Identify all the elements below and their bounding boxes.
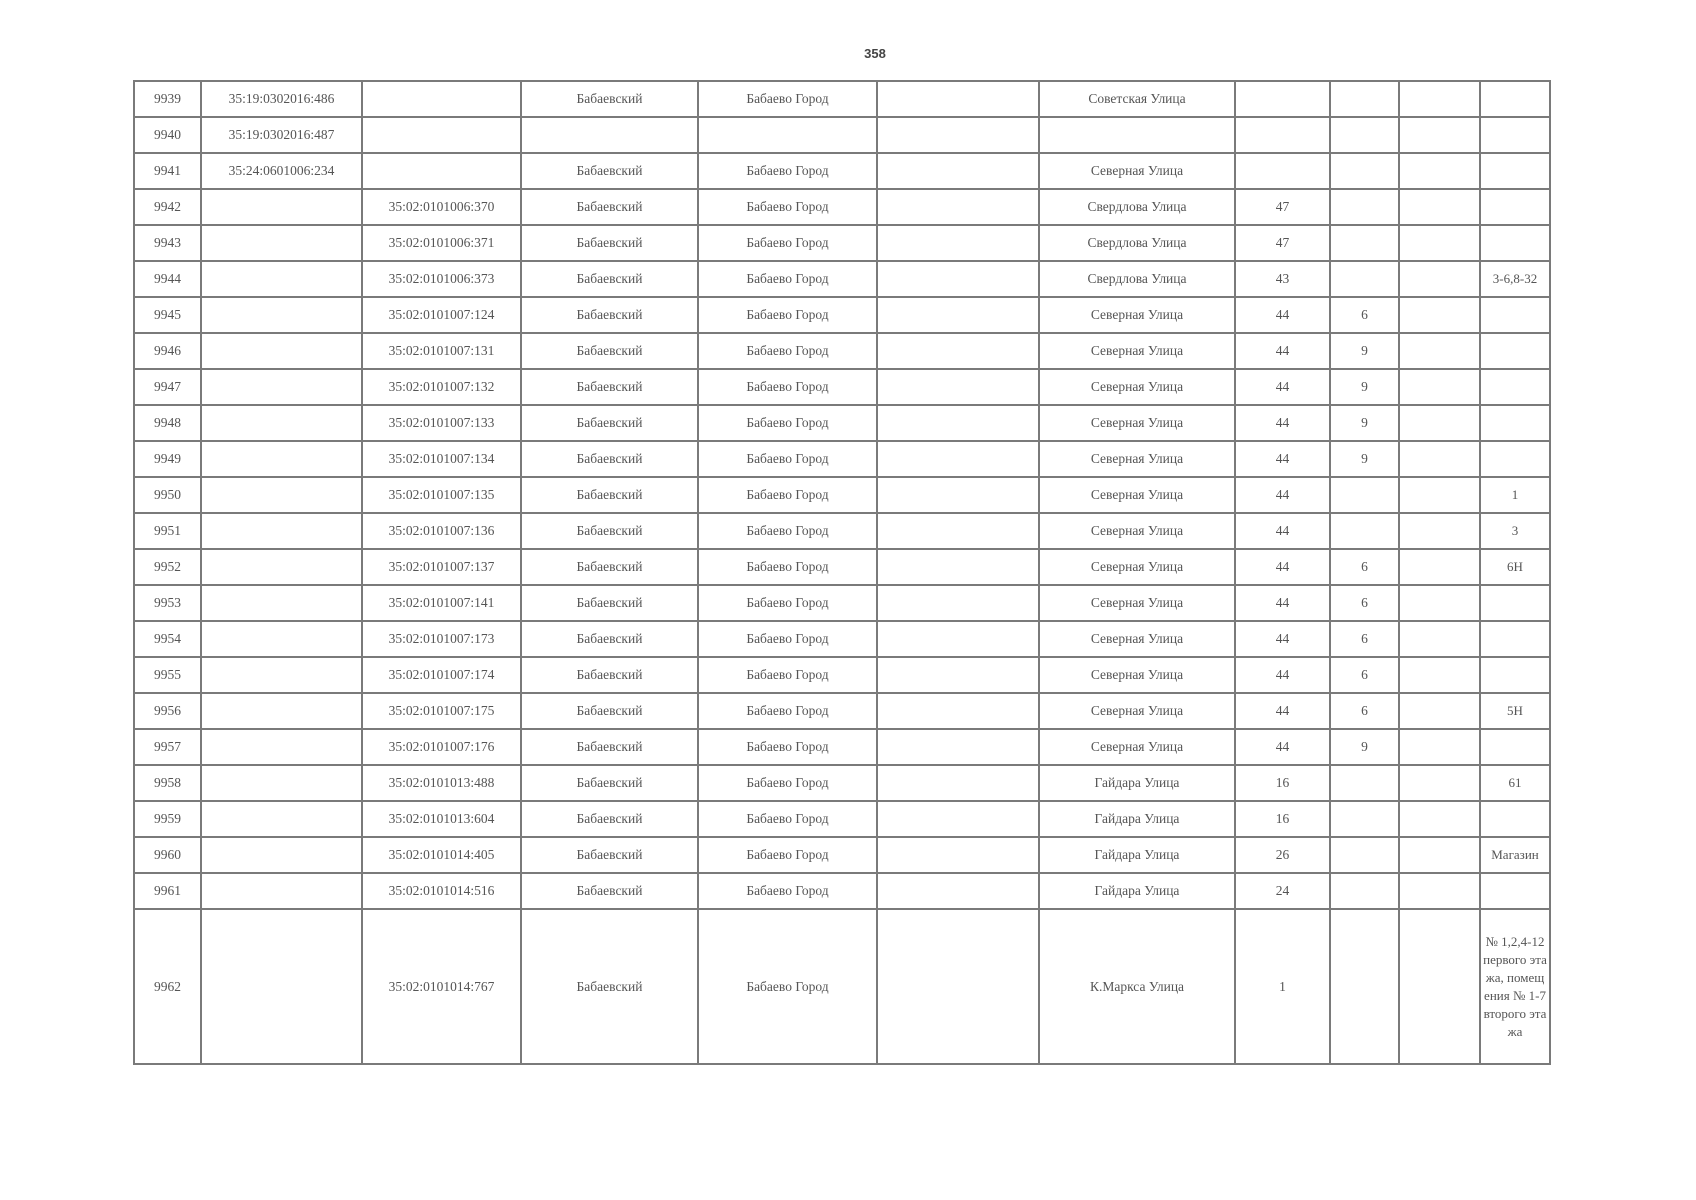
structure-number-cell — [1399, 513, 1480, 549]
row-number-cell: 9941 — [134, 153, 201, 189]
structure-number-cell — [1399, 729, 1480, 765]
street-cell: К.Маркса Улица — [1039, 909, 1235, 1064]
locality-cell — [877, 873, 1039, 909]
house-number-cell: 44 — [1235, 549, 1330, 585]
house-number-cell — [1235, 153, 1330, 189]
cadastral-number-land-cell — [201, 729, 362, 765]
cadastral-number-building-cell — [362, 81, 521, 117]
cadastral-number-building-cell: 35:02:0101007:134 — [362, 441, 521, 477]
street-cell: Северная Улица — [1039, 369, 1235, 405]
street-cell: Свердлова Улица — [1039, 225, 1235, 261]
cadastral-number-land-cell — [201, 477, 362, 513]
premises-number-cell — [1480, 189, 1550, 225]
building-number-cell: 6 — [1330, 585, 1399, 621]
building-number-cell — [1330, 909, 1399, 1064]
table-row — [134, 765, 1550, 801]
district-cell: Бабаевский — [521, 441, 698, 477]
premises-number-cell — [1480, 153, 1550, 189]
premises-number-cell — [1480, 225, 1550, 261]
table-row — [134, 261, 1550, 297]
settlement-cell: Бабаево Город — [698, 189, 877, 225]
house-number-cell: 47 — [1235, 225, 1330, 261]
cadastral-number-land-cell — [201, 369, 362, 405]
street-cell: Северная Улица — [1039, 477, 1235, 513]
structure-number-cell — [1399, 837, 1480, 873]
cadastral-number-building-cell: 35:02:0101014:767 — [362, 909, 521, 1064]
building-number-cell — [1330, 513, 1399, 549]
locality-cell — [877, 621, 1039, 657]
house-number-cell: 44 — [1235, 333, 1330, 369]
street-cell: Северная Улица — [1039, 297, 1235, 333]
structure-number-cell — [1399, 765, 1480, 801]
district-cell: Бабаевский — [521, 513, 698, 549]
table-row — [134, 621, 1550, 657]
settlement-cell: Бабаево Город — [698, 153, 877, 189]
structure-number-cell — [1399, 585, 1480, 621]
table-row — [134, 837, 1550, 873]
locality-cell — [877, 333, 1039, 369]
table-row — [134, 117, 1550, 153]
street-cell: Свердлова Улица — [1039, 261, 1235, 297]
premises-number-cell — [1480, 333, 1550, 369]
locality-cell — [877, 81, 1039, 117]
structure-number-cell — [1399, 801, 1480, 837]
cadastral-number-land-cell — [201, 261, 362, 297]
house-number-cell: 44 — [1235, 621, 1330, 657]
row-number-cell: 9959 — [134, 801, 201, 837]
premises-number-cell: 1 — [1480, 477, 1550, 513]
cadastral-number-building-cell: 35:02:0101013:604 — [362, 801, 521, 837]
house-number-cell: 44 — [1235, 585, 1330, 621]
cadastral-number-building-cell — [362, 117, 521, 153]
house-number-cell: 16 — [1235, 765, 1330, 801]
building-number-cell — [1330, 801, 1399, 837]
cadastral-number-land-cell: 35:19:0302016:486 — [201, 81, 362, 117]
building-number-cell: 9 — [1330, 729, 1399, 765]
building-number-cell — [1330, 117, 1399, 153]
cadastral-number-building-cell: 35:02:0101007:136 — [362, 513, 521, 549]
street-cell: Гайдара Улица — [1039, 801, 1235, 837]
table-row — [134, 477, 1550, 513]
house-number-cell: 44 — [1235, 297, 1330, 333]
locality-cell — [877, 837, 1039, 873]
street-cell: Северная Улица — [1039, 585, 1235, 621]
district-cell: Бабаевский — [521, 621, 698, 657]
table-row — [134, 441, 1550, 477]
structure-number-cell — [1399, 81, 1480, 117]
building-number-cell: 6 — [1330, 549, 1399, 585]
cadastral-number-land-cell — [201, 549, 362, 585]
district-cell: Бабаевский — [521, 333, 698, 369]
district-cell: Бабаевский — [521, 909, 698, 1064]
row-number-cell: 9949 — [134, 441, 201, 477]
row-number-cell: 9954 — [134, 621, 201, 657]
street-cell: Северная Улица — [1039, 729, 1235, 765]
settlement-cell: Бабаево Город — [698, 765, 877, 801]
locality-cell — [877, 369, 1039, 405]
cadastral-number-building-cell: 35:02:0101007:141 — [362, 585, 521, 621]
district-cell: Бабаевский — [521, 405, 698, 441]
table-row — [134, 729, 1550, 765]
settlement-cell: Бабаево Город — [698, 585, 877, 621]
district-cell: Бабаевский — [521, 261, 698, 297]
district-cell: Бабаевский — [521, 873, 698, 909]
locality-cell — [877, 657, 1039, 693]
building-number-cell — [1330, 477, 1399, 513]
house-number-cell: 16 — [1235, 801, 1330, 837]
locality-cell — [877, 513, 1039, 549]
structure-number-cell — [1399, 405, 1480, 441]
building-number-cell — [1330, 189, 1399, 225]
district-cell: Бабаевский — [521, 153, 698, 189]
table-row — [134, 333, 1550, 369]
premises-number-cell — [1480, 369, 1550, 405]
structure-number-cell — [1399, 261, 1480, 297]
house-number-cell: 44 — [1235, 693, 1330, 729]
settlement-cell: Бабаево Город — [698, 729, 877, 765]
building-number-cell: 9 — [1330, 369, 1399, 405]
district-cell: Бабаевский — [521, 477, 698, 513]
cadastral-number-building-cell: 35:02:0101006:371 — [362, 225, 521, 261]
structure-number-cell — [1399, 873, 1480, 909]
district-cell: Бабаевский — [521, 729, 698, 765]
cadastral-number-land-cell — [201, 513, 362, 549]
cadastral-number-building-cell: 35:02:0101007:174 — [362, 657, 521, 693]
district-cell: Бабаевский — [521, 297, 698, 333]
structure-number-cell — [1399, 333, 1480, 369]
table-row — [134, 585, 1550, 621]
street-cell: Северная Улица — [1039, 441, 1235, 477]
cadastral-number-land-cell — [201, 621, 362, 657]
cadastral-number-land-cell — [201, 657, 362, 693]
table-row — [134, 549, 1550, 585]
settlement-cell: Бабаево Город — [698, 261, 877, 297]
row-number-cell: 9945 — [134, 297, 201, 333]
cadastral-number-land-cell — [201, 225, 362, 261]
settlement-cell: Бабаево Город — [698, 477, 877, 513]
premises-number-cell — [1480, 621, 1550, 657]
table-row — [134, 873, 1550, 909]
district-cell: Бабаевский — [521, 81, 698, 117]
building-number-cell: 6 — [1330, 621, 1399, 657]
settlement-cell: Бабаево Город — [698, 405, 877, 441]
cadastral-number-building-cell: 35:02:0101007:132 — [362, 369, 521, 405]
structure-number-cell — [1399, 621, 1480, 657]
house-number-cell: 44 — [1235, 477, 1330, 513]
building-number-cell — [1330, 81, 1399, 117]
structure-number-cell — [1399, 549, 1480, 585]
street-cell: Гайдара Улица — [1039, 873, 1235, 909]
district-cell: Бабаевский — [521, 693, 698, 729]
settlement-cell: Бабаево Город — [698, 297, 877, 333]
building-number-cell — [1330, 765, 1399, 801]
structure-number-cell — [1399, 153, 1480, 189]
street-cell: Северная Улица — [1039, 549, 1235, 585]
building-number-cell — [1330, 837, 1399, 873]
premises-number-cell: 3-6,8-32 — [1480, 261, 1550, 297]
structure-number-cell — [1399, 189, 1480, 225]
street-cell: Северная Улица — [1039, 621, 1235, 657]
cadastral-number-building-cell: 35:02:0101014:405 — [362, 837, 521, 873]
locality-cell — [877, 801, 1039, 837]
street-cell: Северная Улица — [1039, 693, 1235, 729]
cadastral-number-land-cell — [201, 189, 362, 225]
cadastral-number-land-cell — [201, 585, 362, 621]
street-cell: Северная Улица — [1039, 153, 1235, 189]
table-row — [134, 297, 1550, 333]
premises-number-cell: 3 — [1480, 513, 1550, 549]
house-number-cell: 43 — [1235, 261, 1330, 297]
row-number-cell: 9958 — [134, 765, 201, 801]
settlement-cell: Бабаево Город — [698, 621, 877, 657]
settlement-cell: Бабаево Город — [698, 441, 877, 477]
cadastral-number-building-cell: 35:02:0101007:135 — [362, 477, 521, 513]
district-cell: Бабаевский — [521, 549, 698, 585]
row-number-cell: 9950 — [134, 477, 201, 513]
district-cell: Бабаевский — [521, 837, 698, 873]
district-cell: Бабаевский — [521, 801, 698, 837]
locality-cell — [877, 189, 1039, 225]
building-number-cell — [1330, 225, 1399, 261]
premises-number-cell — [1480, 873, 1550, 909]
street-cell: Гайдара Улица — [1039, 765, 1235, 801]
table-row — [134, 81, 1550, 117]
house-number-cell — [1235, 81, 1330, 117]
settlement-cell: Бабаево Город — [698, 549, 877, 585]
settlement-cell: Бабаево Город — [698, 369, 877, 405]
row-number-cell: 9944 — [134, 261, 201, 297]
structure-number-cell — [1399, 909, 1480, 1064]
cadastral-number-building-cell: 35:02:0101006:370 — [362, 189, 521, 225]
structure-number-cell — [1399, 297, 1480, 333]
cadastral-number-land-cell — [201, 801, 362, 837]
cadastral-number-building-cell: 35:02:0101006:373 — [362, 261, 521, 297]
row-number-cell: 9952 — [134, 549, 201, 585]
street-cell: Свердлова Улица — [1039, 189, 1235, 225]
locality-cell — [877, 441, 1039, 477]
house-number-cell — [1235, 117, 1330, 153]
district-cell: Бабаевский — [521, 765, 698, 801]
building-number-cell: 9 — [1330, 405, 1399, 441]
premises-number-cell — [1480, 729, 1550, 765]
building-number-cell: 6 — [1330, 693, 1399, 729]
table-row — [134, 153, 1550, 189]
cadastral-number-building-cell: 35:02:0101007:176 — [362, 729, 521, 765]
premises-number-cell: 6Н — [1480, 549, 1550, 585]
cadastral-number-building-cell — [362, 153, 521, 189]
premises-number-cell: 5Н — [1480, 693, 1550, 729]
cadastral-number-land-cell — [201, 441, 362, 477]
row-number-cell: 9956 — [134, 693, 201, 729]
cadastral-number-building-cell: 35:02:0101007:173 — [362, 621, 521, 657]
structure-number-cell — [1399, 693, 1480, 729]
locality-cell — [877, 549, 1039, 585]
structure-number-cell — [1399, 441, 1480, 477]
locality-cell — [877, 117, 1039, 153]
cadastral-number-building-cell: 35:02:0101007:175 — [362, 693, 521, 729]
locality-cell — [877, 909, 1039, 1064]
row-number-cell: 9942 — [134, 189, 201, 225]
premises-number-cell — [1480, 117, 1550, 153]
row-number-cell: 9939 — [134, 81, 201, 117]
cadastral-number-building-cell: 35:02:0101013:488 — [362, 765, 521, 801]
district-cell — [521, 117, 698, 153]
premises-number-cell — [1480, 657, 1550, 693]
row-number-cell: 9943 — [134, 225, 201, 261]
building-number-cell: 9 — [1330, 333, 1399, 369]
house-number-cell: 24 — [1235, 873, 1330, 909]
table-row — [134, 657, 1550, 693]
cadastral-number-building-cell: 35:02:0101007:131 — [362, 333, 521, 369]
settlement-cell: Бабаево Город — [698, 81, 877, 117]
house-number-cell: 1 — [1235, 909, 1330, 1064]
district-cell: Бабаевский — [521, 369, 698, 405]
cadastral-number-land-cell — [201, 765, 362, 801]
street-cell: Северная Улица — [1039, 333, 1235, 369]
table-row — [134, 513, 1550, 549]
table-row — [134, 369, 1550, 405]
cadastral-number-building-cell: 35:02:0101007:137 — [362, 549, 521, 585]
settlement-cell: Бабаево Город — [698, 873, 877, 909]
house-number-cell: 44 — [1235, 441, 1330, 477]
premises-number-cell: 61 — [1480, 765, 1550, 801]
locality-cell — [877, 477, 1039, 513]
settlement-cell: Бабаево Город — [698, 657, 877, 693]
premises-number-cell — [1480, 801, 1550, 837]
street-cell: Советская Улица — [1039, 81, 1235, 117]
row-number-cell: 9946 — [134, 333, 201, 369]
row-number-cell: 9961 — [134, 873, 201, 909]
table-row — [134, 189, 1550, 225]
house-number-cell: 44 — [1235, 405, 1330, 441]
street-cell — [1039, 117, 1235, 153]
premises-number-cell — [1480, 81, 1550, 117]
house-number-cell: 44 — [1235, 369, 1330, 405]
cadastral-number-building-cell: 35:02:0101014:516 — [362, 873, 521, 909]
settlement-cell: Бабаево Город — [698, 513, 877, 549]
row-number-cell: 9962 — [134, 909, 201, 1064]
district-cell: Бабаевский — [521, 585, 698, 621]
locality-cell — [877, 405, 1039, 441]
house-number-cell: 44 — [1235, 657, 1330, 693]
district-cell: Бабаевский — [521, 657, 698, 693]
cadastral-number-building-cell: 35:02:0101007:133 — [362, 405, 521, 441]
table-row — [134, 909, 1550, 1064]
cadastral-number-land-cell — [201, 693, 362, 729]
settlement-cell: Бабаево Город — [698, 909, 877, 1064]
row-number-cell: 9953 — [134, 585, 201, 621]
house-number-cell: 26 — [1235, 837, 1330, 873]
locality-cell — [877, 153, 1039, 189]
building-number-cell — [1330, 873, 1399, 909]
locality-cell — [877, 729, 1039, 765]
settlement-cell: Бабаево Город — [698, 333, 877, 369]
settlement-cell: Бабаево Город — [698, 801, 877, 837]
locality-cell — [877, 297, 1039, 333]
row-number-cell: 9951 — [134, 513, 201, 549]
street-cell: Гайдара Улица — [1039, 837, 1235, 873]
structure-number-cell — [1399, 369, 1480, 405]
street-cell: Северная Улица — [1039, 657, 1235, 693]
page-number: 358 — [864, 46, 886, 61]
street-cell: Северная Улица — [1039, 513, 1235, 549]
row-number-cell: 9948 — [134, 405, 201, 441]
cadastral-number-land-cell — [201, 333, 362, 369]
house-number-cell: 47 — [1235, 189, 1330, 225]
cadastral-number-building-cell: 35:02:0101007:124 — [362, 297, 521, 333]
locality-cell — [877, 585, 1039, 621]
cadastral-number-land-cell: 35:24:0601006:234 — [201, 153, 362, 189]
row-number-cell: 9940 — [134, 117, 201, 153]
premises-number-cell: Магазин — [1480, 837, 1550, 873]
cadastral-number-land-cell — [201, 873, 362, 909]
locality-cell — [877, 225, 1039, 261]
settlement-cell: Бабаево Город — [698, 225, 877, 261]
row-number-cell: 9955 — [134, 657, 201, 693]
cadastral-number-land-cell — [201, 297, 362, 333]
settlement-cell — [698, 117, 877, 153]
table-row — [134, 693, 1550, 729]
cadastral-number-land-cell: 35:19:0302016:487 — [201, 117, 362, 153]
premises-number-cell — [1480, 297, 1550, 333]
settlement-cell: Бабаево Город — [698, 837, 877, 873]
premises-number-cell — [1480, 405, 1550, 441]
building-number-cell: 6 — [1330, 657, 1399, 693]
premises-number-cell: № 1,2,4-12 первого этажа, помещения № 1-7 второго этажа — [1480, 909, 1550, 1064]
street-cell: Северная Улица — [1039, 405, 1235, 441]
structure-number-cell — [1399, 477, 1480, 513]
building-number-cell — [1330, 153, 1399, 189]
locality-cell — [877, 765, 1039, 801]
table-row — [134, 405, 1550, 441]
cadastral-number-land-cell — [201, 837, 362, 873]
structure-number-cell — [1399, 117, 1480, 153]
structure-number-cell — [1399, 225, 1480, 261]
cadastral-number-land-cell — [201, 909, 362, 1064]
district-cell: Бабаевский — [521, 225, 698, 261]
table-row — [134, 801, 1550, 837]
district-cell: Бабаевский — [521, 189, 698, 225]
building-number-cell: 6 — [1330, 297, 1399, 333]
registry-table — [133, 80, 1551, 1065]
locality-cell — [877, 693, 1039, 729]
table-row — [134, 225, 1550, 261]
row-number-cell: 9960 — [134, 837, 201, 873]
house-number-cell: 44 — [1235, 729, 1330, 765]
row-number-cell: 9947 — [134, 369, 201, 405]
premises-number-cell — [1480, 441, 1550, 477]
building-number-cell — [1330, 261, 1399, 297]
cadastral-number-land-cell — [201, 405, 362, 441]
house-number-cell: 44 — [1235, 513, 1330, 549]
settlement-cell: Бабаево Город — [698, 693, 877, 729]
locality-cell — [877, 261, 1039, 297]
row-number-cell: 9957 — [134, 729, 201, 765]
building-number-cell: 9 — [1330, 441, 1399, 477]
premises-number-cell — [1480, 585, 1550, 621]
structure-number-cell — [1399, 657, 1480, 693]
